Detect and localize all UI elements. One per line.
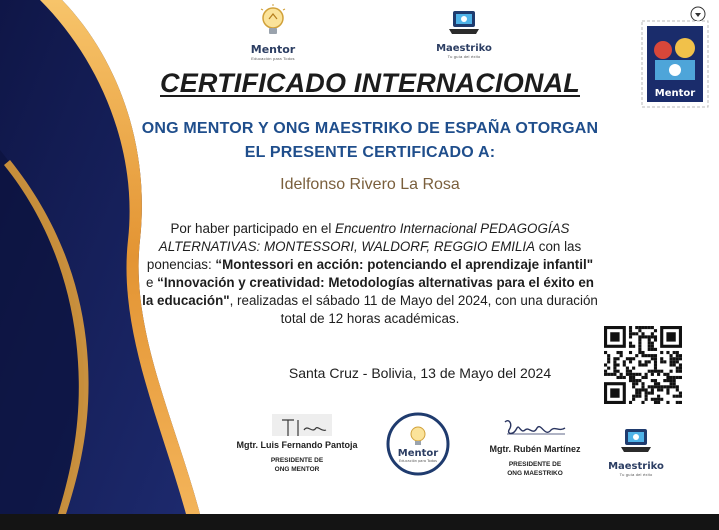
signature-left — [222, 410, 372, 490]
laptop-icon — [447, 8, 481, 38]
signer-role-right-1: PRESIDENTE DE — [508, 461, 562, 468]
maestriko-footer-tagline: Tu guía del éxito — [619, 472, 653, 477]
qr-code — [604, 326, 682, 404]
recipient-name: Idelfonso Rivero La Rosa — [280, 176, 460, 193]
certificate-title: CERTIFICADO INTERNACIONAL — [160, 68, 580, 98]
screen-bottom-bar — [0, 514, 719, 530]
granting-organizations: ONG MENTOR Y ONG MAESTRIKO DE ESPAÑA OTORGAN — [141, 120, 599, 137]
maestriko-logo-word: Maestriko — [436, 43, 492, 54]
signature-scribble-left — [252, 410, 342, 440]
mentor-seal — [386, 412, 450, 476]
signer-role-left-1: PRESIDENTE DE — [270, 457, 324, 464]
certificate-intro: EL PRESENTE CERTIFICADO A: — [244, 144, 496, 161]
mentor-logo — [238, 4, 308, 60]
maestriko-footer-logo — [600, 426, 672, 482]
seal-tagline: Educación para Todos — [398, 459, 438, 463]
signature-scribble-right — [495, 414, 575, 444]
maestriko-footer-word: Maestriko — [608, 461, 664, 472]
body-connector: con las ponencias: — [146, 239, 582, 272]
maestriko-logo — [424, 8, 504, 64]
maestriko-logo-tagline: Tu guía del éxito — [447, 54, 481, 59]
body-closing: , realizadas el sábado 11 de Mayo del 2024, con una duración total de 12 horas académicas. — [229, 293, 598, 326]
stamp-label: Mentor — [654, 88, 696, 99]
lightbulb-icon — [258, 4, 288, 38]
place-and-date: Santa Cruz - Bolivia, 13 de Mayo del 2024 — [288, 365, 552, 381]
body-and: e — [146, 275, 158, 290]
signature-right — [476, 414, 594, 494]
talk-title-2: “Innovación y creatividad: Metodologías alternativas para el éxito en la educación" — [142, 275, 594, 308]
mentor-stamp — [641, 20, 709, 108]
laptop-icon — [618, 426, 654, 456]
mentor-logo-word: Mentor — [250, 43, 296, 56]
mentor-logo-tagline: Educación para Todos — [251, 56, 295, 61]
event-name: Encuentro Internacional PEDAGOGÍAS ALTERNATIVAS: MONTESSORI, WALDORF, REGGIO EMILIA — [158, 221, 570, 254]
talk-title-1: “Montessori en acción: potenciando el aprendizaje infantil" — [215, 257, 594, 272]
signer-role-left-2: ONG MENTOR — [274, 466, 320, 473]
body-intro: Por haber participado en el — [170, 221, 336, 236]
signer-name-right: Mgtr. Rubén Martínez — [489, 444, 581, 454]
seal-word: Mentor — [397, 448, 439, 459]
signer-name-left: Mgtr. Luis Fernando Pantoja — [236, 440, 358, 450]
signer-role-right-2: ONG MAESTRIKO — [507, 470, 563, 477]
certificate-body — [142, 220, 598, 328]
